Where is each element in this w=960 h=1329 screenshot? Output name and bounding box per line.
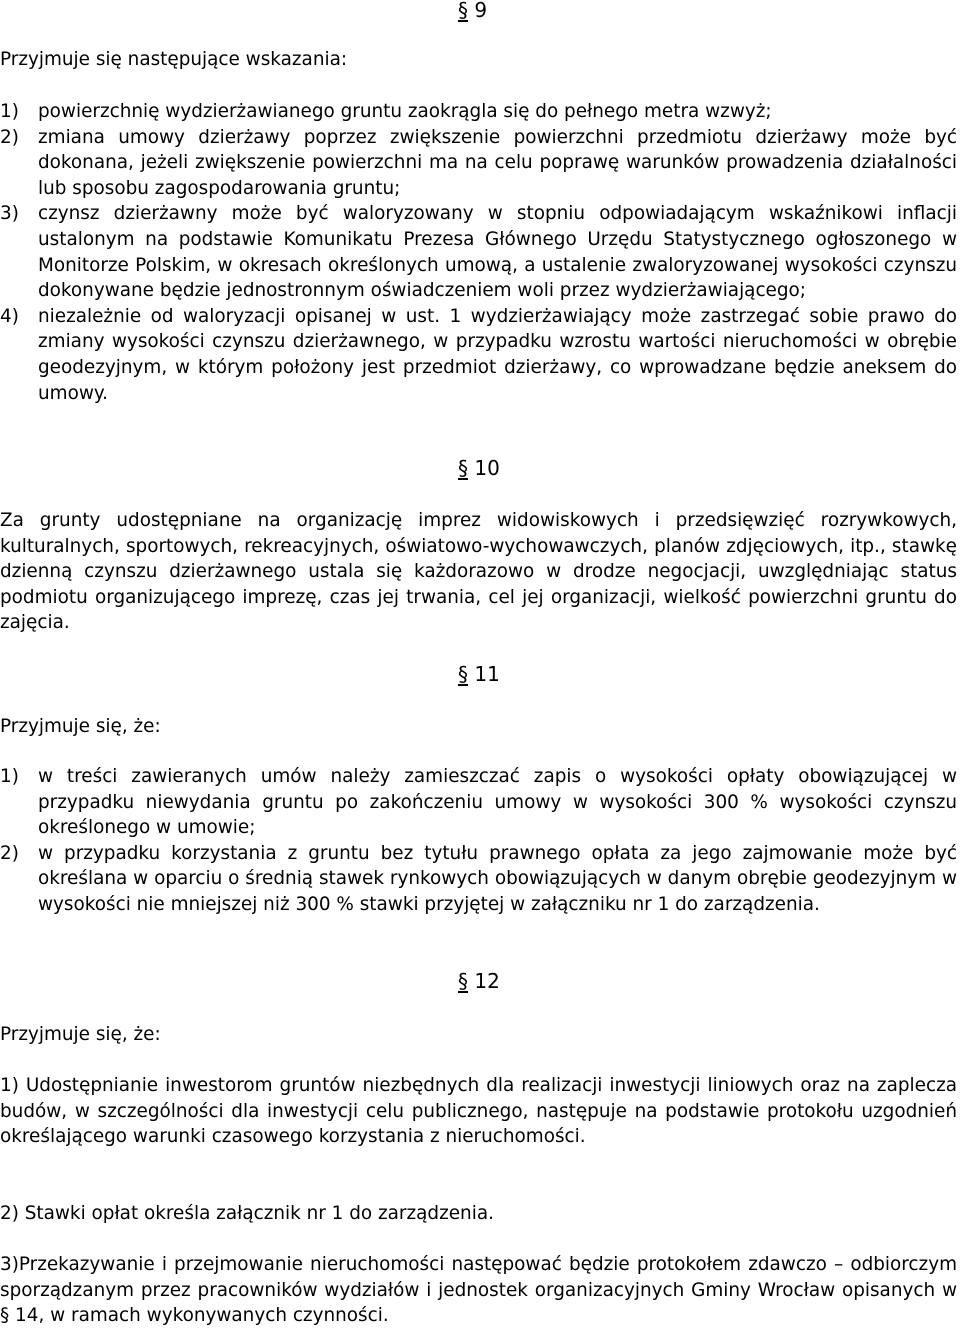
- section-12-intro: Przyjmuje się, że:: [0, 1024, 161, 1045]
- list-item: [0, 125, 957, 202]
- section-symbol: §: [458, 456, 468, 480]
- section-9-intro: Przyjmuje się następujące wskazania:: [0, 49, 348, 70]
- list-item-number: 2): [0, 842, 19, 864]
- list-item-text: w przypadku korzystania z gruntu bez tytułu prawnego opłata za jego zajmowanie może być określana w oparciu o średnią stawek rynkowych obowiązujących w danym obrębie geodezyjnym w wysokości nie mniejszej niż 300 % stawki przyjętej w załączniku nr 1 do zarządzenia.: [38, 842, 957, 915]
- section-12-heading: [458, 969, 500, 995]
- list-item-number: 1): [0, 101, 19, 122]
- list-item-text: powierzchnię wydzierżawianego gruntu zaokrągla się do pełnego metra wzwyż;: [38, 101, 772, 122]
- section-10-heading: [458, 456, 500, 482]
- section-11-list: [0, 764, 957, 918]
- list-item-number: 1): [0, 766, 19, 787]
- list-item-number: 4): [0, 305, 19, 327]
- section-12-paragraph-3: 3)Przekazywanie i przejmowanie nieruchomości następować będzie protokołem zdawczo – odbiorczym sporządzanym przez pracowników wydziałów i jednostek organizacyjnych Gminy Wrocław opisanych w § 14, w ramach wykonywanych czynności.: [0, 1254, 957, 1327]
- section-number: 9: [474, 0, 488, 22]
- section-9-heading: [458, 0, 487, 24]
- list-item: [0, 304, 957, 406]
- section-symbol: §: [458, 0, 468, 22]
- section-symbol: §: [458, 662, 468, 686]
- section-11-intro: Przyjmuje się, że:: [0, 716, 161, 737]
- section-11-heading: [458, 662, 500, 688]
- section-9-list: [0, 99, 957, 406]
- list-item-number: 2): [0, 126, 19, 148]
- list-item: [0, 764, 957, 841]
- list-item-number: 3): [0, 203, 19, 225]
- section-number: 12: [474, 969, 500, 993]
- list-item-text: w treści zawieranych umów należy zamieszczać zapis o wysokości opłaty obowiązującej w przypadku niewydania gruntu po zakończeniu umowy w wysokości 300 % wysokości czynszu określonego w umowie;: [38, 766, 957, 839]
- section-number: 10: [474, 456, 500, 480]
- section-12-paragraph-1: 1) Udostępnianie inwestorom gruntów niezbędnych dla realizacji inwestycji liniowych oraz na zaplecza budów, w szczególności dla inwestycji celu publicznego, następuje na podstawie protokołu uzgodnień określającego warunki czasowego korzystania z nieruchomości.: [0, 1075, 957, 1148]
- list-item-text: czynsz dzierżawny może być waloryzowany w stopniu odpowiadającym wskaźnikowi inflacji ustalonym na podstawie Komunikatu Prezesa Głównego Urzędu Statystycznego ogłoszonego w Monitorze Polskim, w okresach określonych umową, a ustalenie zwaloryzowanej wysokości czynszu dokonywane będzie jednostronnym oświadczeniem woli przez wydzierżawiającego;: [38, 203, 957, 302]
- list-item: [0, 841, 957, 918]
- section-12-paragraph-2: 2) Stawki opłat określa załącznik nr 1 do zarządzenia.: [0, 1203, 494, 1224]
- section-symbol: §: [458, 969, 468, 993]
- list-item: [0, 99, 957, 125]
- section-10-text: Za grunty udostępniane na organizację imprez widowiskowych i przedsięwzięć rozrywkowych, kulturalnych, sportowych, rekreacyjnych, oświatowo-wychowawczych, planów zdjęciowych, itp., stawkę dzienną czynszu dzierżawnego ustala się każdorazowo w drodze negocjacji, uwzględniając status podmiotu organizującego imprezę, czas jej trwania, cel jej organizacji, wielkość powierzchni gruntu do zajęcia.: [0, 510, 957, 634]
- list-item-text: zmiana umowy dzierżawy poprzez zwiększenie powierzchni przedmiotu dzierżawy może być dokonana, jeżeli zwiększenie powierzchni ma na celu poprawę warunków prowadzenia działalności lub sposobu zagospodarowania gruntu;: [38, 126, 957, 199]
- section-number: 11: [474, 662, 500, 686]
- list-item: [0, 201, 957, 303]
- list-item-text: niezależnie od waloryzacji opisanej w ust. 1 wydzierżawiający może zastrzegać sobie prawo do zmiany wysokości czynszu dzierżawnego, w przypadku wzrostu wartości nieruchomości w obrębie geodezyjnym, w którym położony jest przedmiot dzierżawy, co wprowadzane będzie aneksem do umowy.: [38, 305, 957, 404]
